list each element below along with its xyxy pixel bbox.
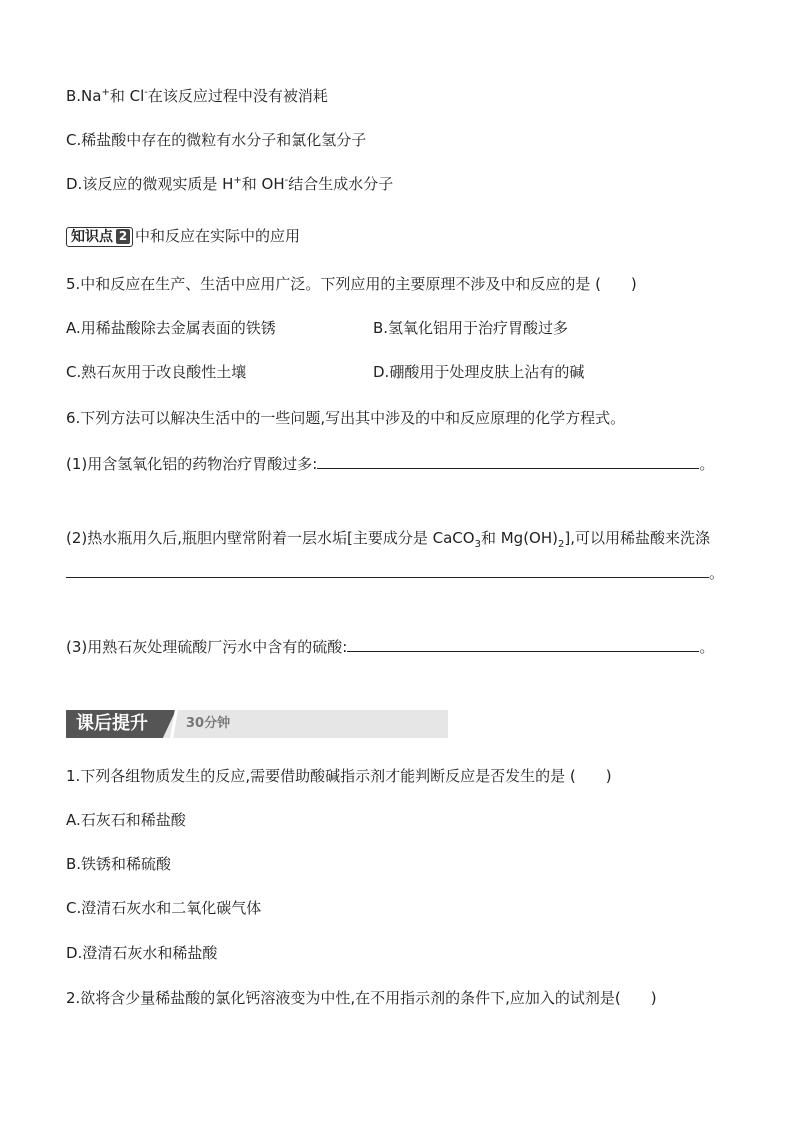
q6-part2-answer-blank[interactable] (66, 562, 709, 578)
post-q1-option-b: B.铁锈和稀硫酸 (66, 855, 172, 873)
q4-option-b-text: B.Na (66, 87, 102, 105)
carbonate-subscript: 3 (474, 539, 481, 550)
q6-part2-answer-line (66, 562, 724, 583)
q4-option-d-text: D.该反应的微观实质是 H (66, 175, 234, 193)
section-banner-title: 课后提升 (76, 713, 148, 734)
q5-option-d: D.硼酸用于处理皮肤上沾有的碱 (373, 363, 585, 381)
q4-option-d-text-mid: 和 OH (241, 175, 285, 193)
q6-part2-text-end: ],可以用稀盐酸来洗涤 (564, 529, 710, 547)
q6-part3 (66, 636, 714, 657)
q6-part2-text-mid: 和 Mg(OH) (480, 529, 558, 547)
q5-option-c: C.熟石灰用于改良酸性土壤 (66, 363, 247, 381)
q5-option-a: A.用稀盐酸除去金属表面的铁锈 (66, 319, 276, 337)
q5-stem: 5.中和反应在生产、生活中应用广泛。下列应用的主要原理不涉及中和反应的是 ( ) (66, 275, 637, 293)
knowledge-point-number: 2 (116, 229, 130, 244)
q5-option-b: B.氢氧化铝用于治疗胃酸过多 (373, 319, 569, 337)
knowledge-point-heading (66, 226, 300, 247)
hydroxide-subscript: 2 (558, 539, 565, 550)
knowledge-point-title: 中和反应在实际中的应用 (135, 227, 301, 245)
q6-part3-text: (3)用熟石灰处理硫酸厂污水中含有的硫酸: (66, 638, 348, 656)
post-q1-option-d: D.澄清石灰水和稀盐酸 (66, 944, 218, 962)
post-q1-option-a: A.石灰石和稀盐酸 (66, 811, 186, 829)
q6-part1-text: (1)用含氢氧化铝的药物治疗胃酸过多: (66, 455, 318, 473)
q6-part2-period: 。 (709, 564, 725, 582)
section-banner-time: 30分钟 (186, 716, 231, 731)
knowledge-point-badge-label: 知识点 (71, 228, 113, 245)
q4-option-b-text-end: 在该反应过程中没有被消耗 (147, 87, 328, 105)
post-q1-stem: 1.下列各组物质发生的反应,需要借助酸碱指示剂才能判断反应是否发生的是 ( ) (66, 767, 612, 785)
q4-option-d-text-end: 结合生成水分子 (288, 175, 394, 193)
section-banner (66, 710, 448, 738)
q4-option-b (66, 86, 328, 106)
q6-part1-period: 。 (699, 455, 715, 473)
hydrogen-charge: + (233, 175, 242, 186)
post-q2-stem: 2.欲将含少量稀盐酸的氯化钙溶液变为中性,在不用指示剂的条件下,应加入的试剂是( ) (66, 989, 657, 1007)
post-q1-option-c: C.澄清石灰水和二氧化碳气体 (66, 899, 262, 917)
chloride-charge: - (144, 87, 148, 98)
q4-option-c: C.稀盐酸中存在的微粒有水分子和氯化氢分子 (66, 131, 367, 149)
q6-part2-text: (2)热水瓶用久后,瓶胆内壁常附着一层水垢[主要成分是 CaCO (66, 529, 475, 547)
sodium-charge: + (101, 87, 110, 98)
q6-part3-period: 。 (699, 638, 715, 656)
q6-part1-answer-blank[interactable] (317, 453, 699, 469)
q6-part3-answer-blank[interactable] (347, 636, 699, 652)
q4-option-b-text-mid: 和 Cl (109, 87, 145, 105)
q6-part1 (66, 453, 714, 474)
knowledge-point-badge (66, 227, 133, 247)
q6-part2 (66, 528, 710, 548)
hydroxide-charge: - (284, 175, 289, 186)
q4-option-d (66, 174, 393, 194)
q6-stem: 6.下列方法可以解决生活中的一些问题,写出其中涉及的中和反应原理的化学方程式。 (66, 409, 626, 427)
